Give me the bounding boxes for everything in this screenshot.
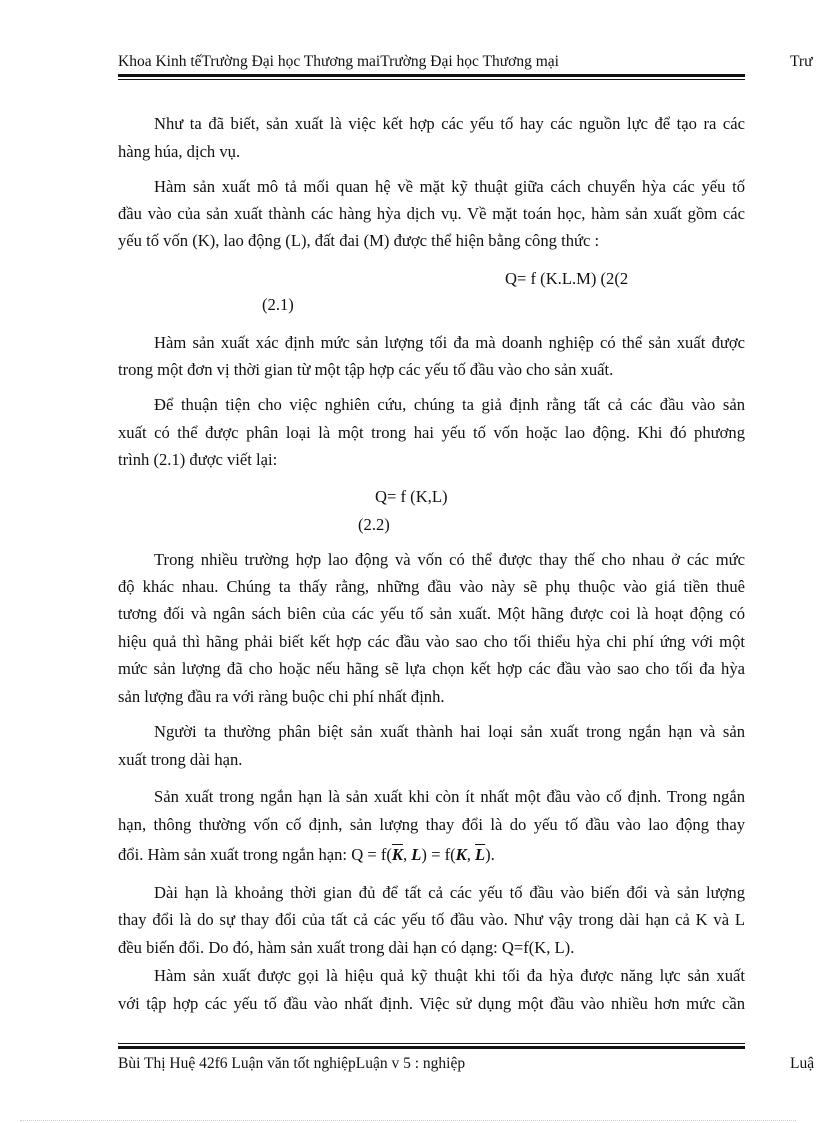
page-bottom-border [20,1120,796,1122]
labor-symbol: L [411,845,422,864]
paragraph-line: trong một đơn vị thời gian từ một tập hợp các yếu tố đầu vào cho sản xuất. [118,360,614,379]
paragraph-line: độ khác nhau. Chúng ta thấy rằng, những đầu vào này sẽ phụ thuộc vào giá tiền thuê [118,577,745,596]
short-run-production-formula-line [118,845,745,865]
page-footer-right: Luậ [790,1055,815,1072]
page-header-left: Khoa Kinh tếTrường Đại học Thương maiTrường Đại học Thương mại [118,53,559,70]
paragraph-line: Sản xuất trong ngắn hạn là sản xuất khi còn ít nhất một đầu vào cố định. Trong ngắn [154,787,745,806]
formula-2-1: Q= f (K.L.M) (2(2 [505,269,629,288]
fixed-capital-symbol: $\overline{K}$ [391,845,403,864]
paragraph-line: Trong nhiều trường hợp lao động và vốn có thể được thay thế cho nhau ở các mức [154,550,745,569]
header-rule-thick [118,74,745,77]
paragraph-line: Như ta đã biết, sản xuất là việc kết hợp các yếu tố hay các nguồn lực để tạo ra các [154,114,745,133]
page-header-right: Trư [790,53,813,70]
paragraph-line: Để thuận tiện cho việc nghiên cứu, chúng ta giả định rằng tất cả các đầu vào sản [154,395,745,414]
paragraph-line: Dài hạn là khoảng thời gian đủ để tất cả các yếu tố đầu vào biến đổi và sản lượng [154,883,745,902]
paragraph-line: đầu vào của sản xuất thành các hàng hỳa dịch vụ. Về mặt toán học, hàm sản xuất gồm các [118,204,745,223]
header-rule-thin [118,79,745,80]
formula-2-2: Q= f (K,L) [375,487,448,506]
page-footer-left: Bùi Thị Huệ 42f6 Luận văn tốt nghiệpLuận v 5 : nghiệp [118,1055,466,1072]
paragraph-line: trình (2.1) được viết lại: [118,450,278,469]
footer-rule-thin [118,1043,745,1044]
formula-text: ). [485,845,495,864]
paragraph-line: Hàm sản xuất xác định mức sản lượng tối đa mà doanh nghiệp có thể sản xuất được [154,333,745,352]
paragraph-line: đều biến đổi. Do đó, hàm sản xuất trong dài hạn có dạng: Q=f(K, L). [118,938,575,957]
paragraph-line: Người ta thường phân biệt sản xuất thành hai loại sản xuất trong ngắn hạn và sản [154,722,745,741]
formula-text: ) = f( [421,845,456,864]
formula-text: , [466,845,476,864]
paragraph-line: với tập hợp các yếu tố đầu vào nhất định. Việc sử dụng một đầu vào nhiều hơn mức cần [118,994,745,1013]
paragraph-line: sản lượng đầu ra với ràng buộc chi phí nhất định. [118,687,445,706]
footer-rule-thick [118,1046,745,1049]
capital-symbol: K [455,845,467,864]
formula-2-2-number: (2.2) [358,515,390,534]
paragraph-line: mức sản lượng đã cho hoặc nếu hãng sẽ lựa chọn kết hợp các đầu vào sao cho tối đa hỳa [118,659,745,678]
paragraph-line: Hàm sản xuất được gọi là hiệu quả kỹ thuật khi tối đa hỳa được năng lực sản xuất [154,966,745,985]
paragraph-line: hạn, thông thường vốn cố định, sản lượng thay đổi là do yếu tố đầu vào lao động thay [118,815,745,834]
paragraph-line: hiệu quả thì hãng phải biết kết hợp các đầu vào sao cho tối thiểu hỳa chi phí ứng với một [118,632,745,651]
formula-text: , [402,845,412,864]
fixed-labor-symbol: $\overline{L}$ [475,845,486,864]
formula-2-1-number: (2.1) [262,295,294,314]
paragraph-line: xuất có thể được phân loại là một trong hai yếu tố vốn hoặc lao động. Khi đó phương [118,423,745,442]
formula-text: đổi. Hàm sản xuất trong ngắn hạn: Q = f( [118,845,392,864]
paragraph-line: tương đối và ngân sách biên của các yếu tố sản xuất. Một hãng được coi là hoạt động có [118,604,745,623]
paragraph-line: xuất trong dài hạn. [118,750,243,769]
paragraph-line: yếu tố vốn (K), lao động (L), đất đai (M) được thể hiện bằng công thức : [118,231,600,250]
paragraph-line: Hàm sản xuất mô tả mối quan hệ về mặt kỹ thuật giữa cách chuyển hỳa các yếu tố [154,177,745,196]
paragraph-line: hàng húa, dịch vụ. [118,142,241,161]
paragraph-line: thay đổi là do sự thay đổi của tất cả các yếu tố đầu vào. Như vậy trong dài hạn cả K và L [118,910,745,929]
